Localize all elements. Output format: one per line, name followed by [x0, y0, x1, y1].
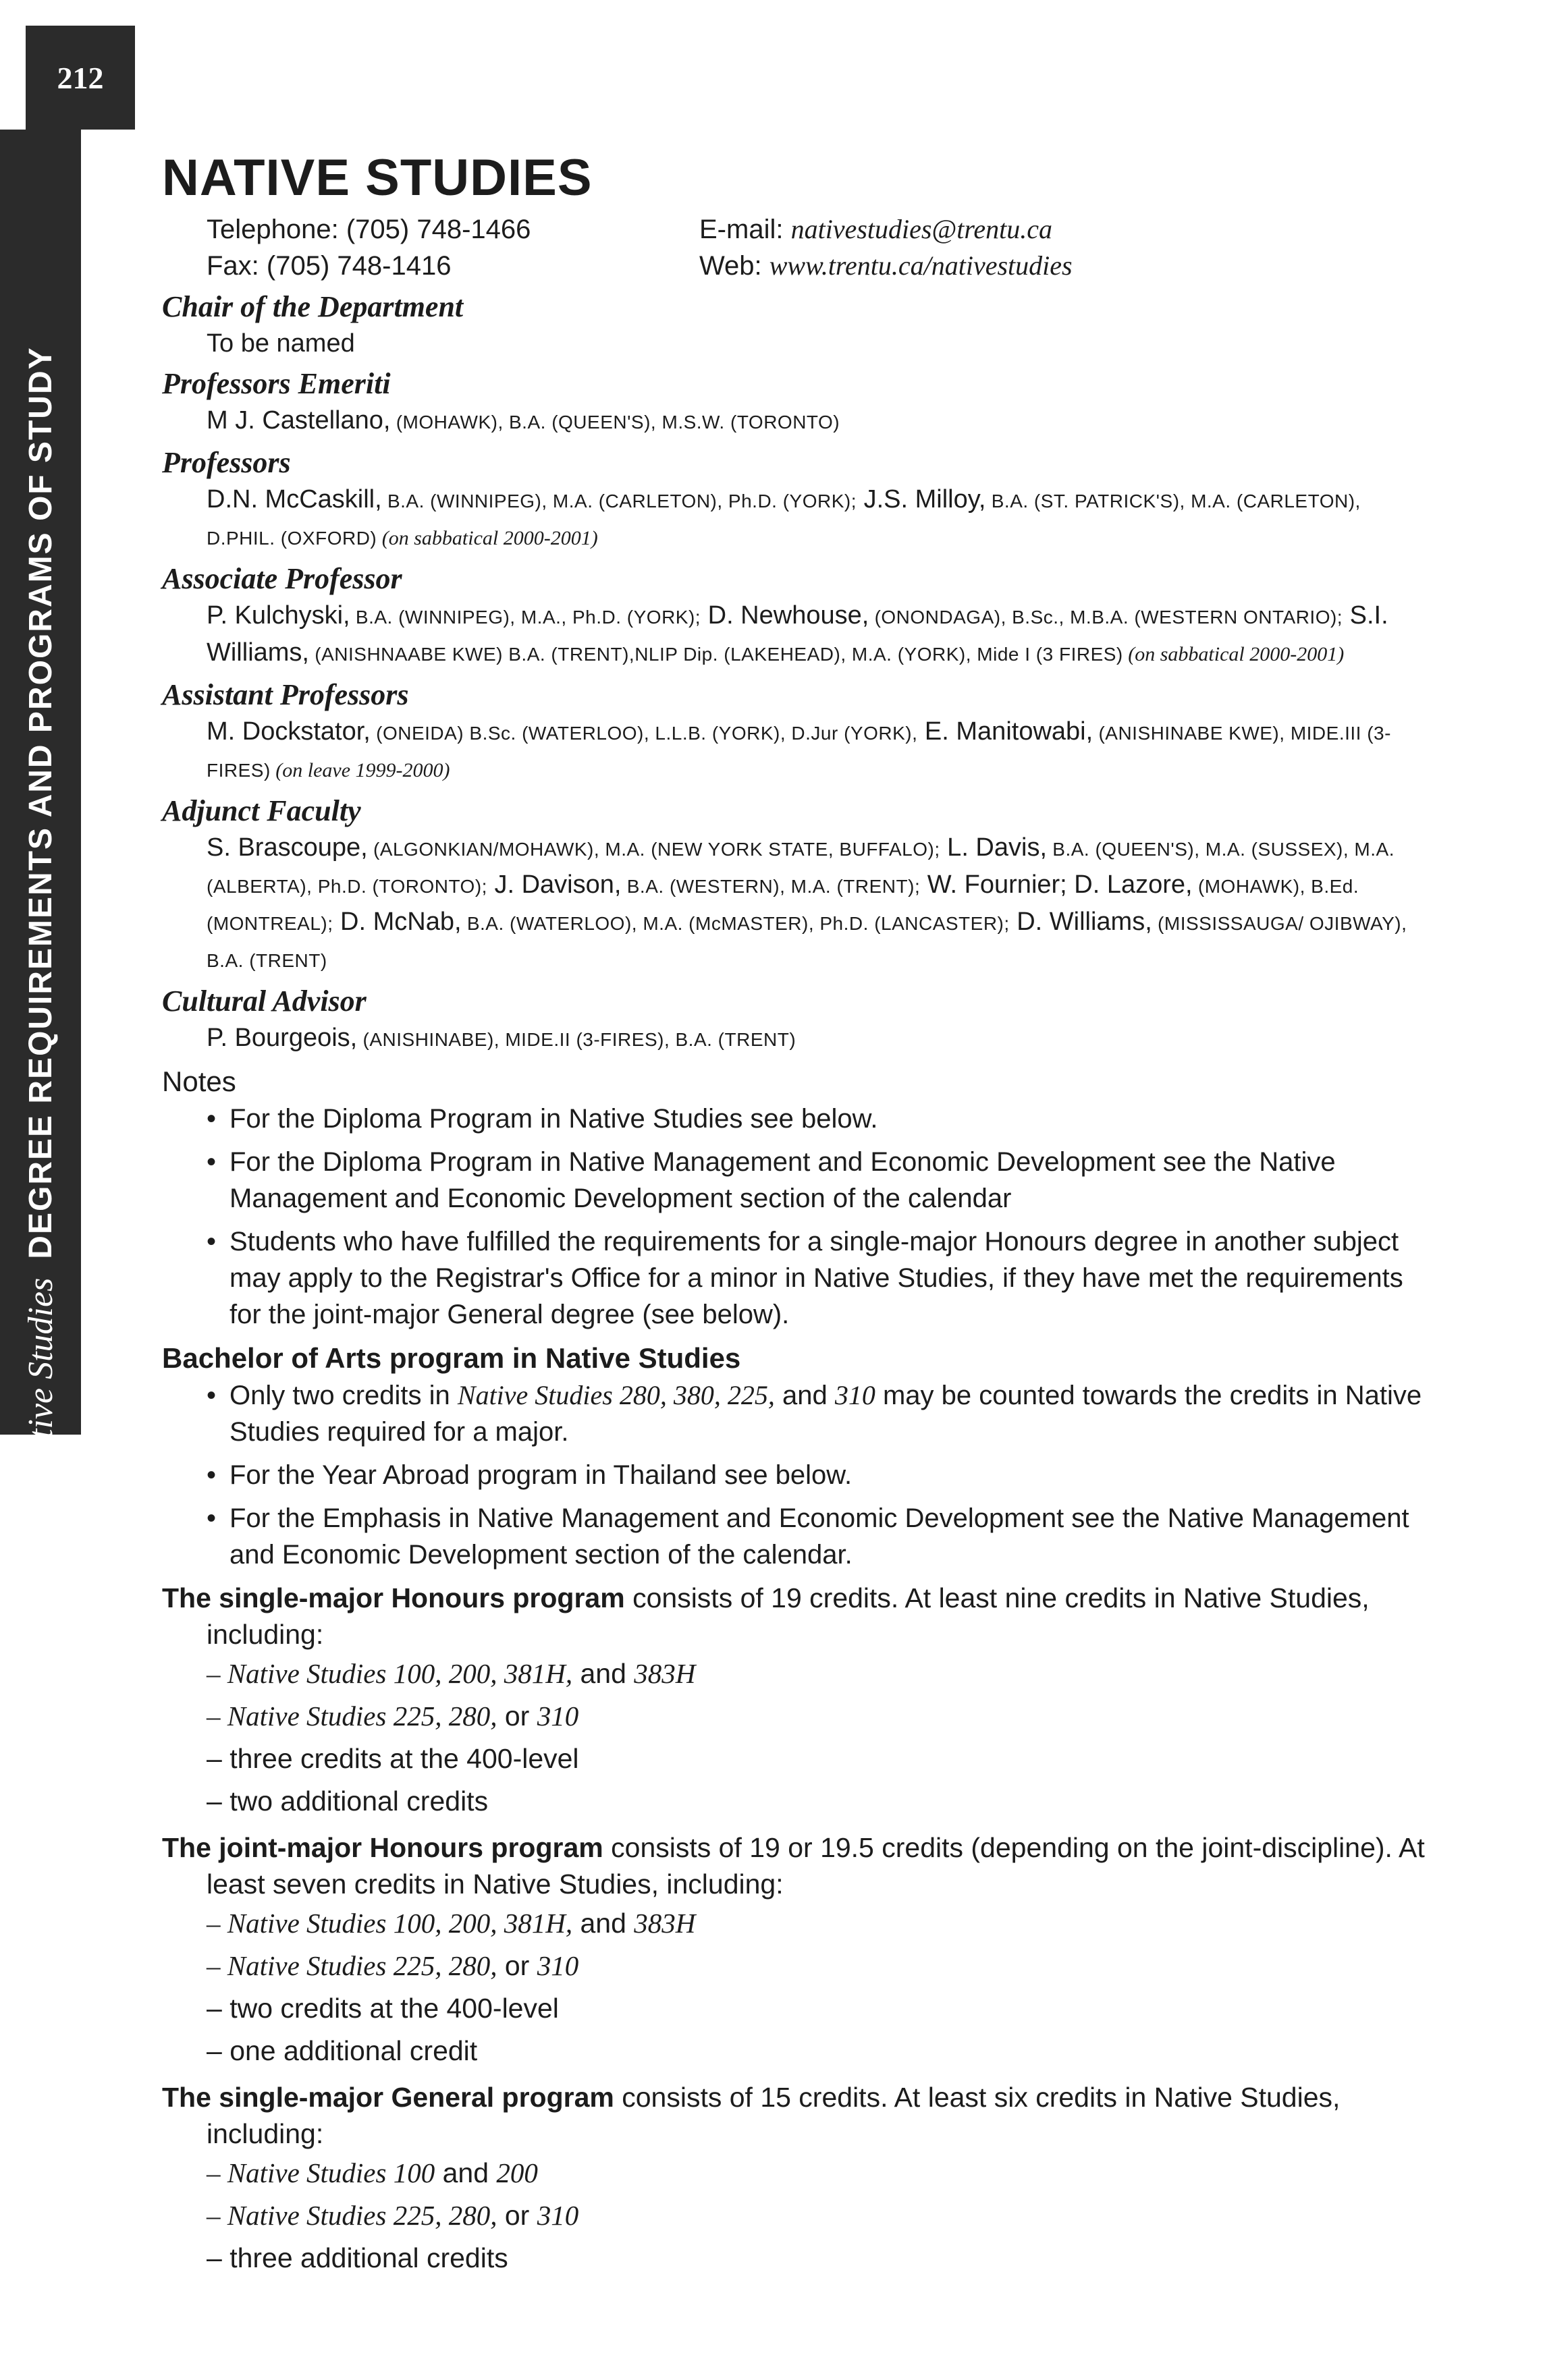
- web-label: Web:: [699, 251, 769, 281]
- text-run: and: [435, 2157, 497, 2188]
- course-ref: 310: [537, 1950, 579, 1981]
- ba-heading: Bachelor of Arts program in Native Studies: [162, 1342, 741, 1374]
- program-text: consists of 15 credits. At least six credits in Native Studies, including:: [207, 2082, 1341, 2149]
- person-name: J.S. Milloy,: [857, 485, 986, 514]
- person-name: J. Davison,: [487, 870, 622, 899]
- side-tab: [0, 130, 81, 1480]
- list-item: [207, 1500, 1431, 1573]
- text-run: Only two credits in: [229, 1381, 458, 1410]
- person-credentials: B.A. (WATERLOO), M.A. (McMASTER), Ph.D. (LANCASTER);: [461, 913, 1010, 934]
- contact-info: [162, 211, 1431, 284]
- web-line: [699, 248, 1073, 284]
- program-description: [162, 2079, 1431, 2152]
- list-item: [207, 1144, 1431, 1217]
- requirements-list: [162, 1653, 1431, 1823]
- page-title: NATIVE STUDIES: [162, 149, 593, 206]
- program-text: consists of 19 or 19.5 credits (depending on the joint-discipline). At least seven credits in Native Studies, including:: [207, 1832, 1425, 1900]
- professors-list: [162, 482, 1431, 556]
- person-name: M. Dockstator,: [207, 717, 371, 746]
- text-run: may be counted towards the credits in Native Studies required for a major.: [229, 1381, 1422, 1447]
- emeriti-list: [162, 403, 1431, 440]
- course-ref: – Native Studies 225, 280,: [207, 1950, 497, 1981]
- course-ref: 310: [537, 2200, 579, 2231]
- bullet-icon: •: [207, 1381, 217, 1410]
- program-description: [162, 1580, 1431, 1653]
- text-run: and: [774, 1381, 835, 1410]
- list-item: – two credits at the 400-level: [207, 1993, 559, 2024]
- chair-text: To be named: [207, 329, 355, 358]
- requirements-list: [162, 1902, 1431, 2072]
- person-credentials: (ONONDAGA), B.Sc., M.B.A. (WESTERN ONTARIO);: [869, 607, 1343, 628]
- single-general-program: [162, 2079, 1431, 2279]
- text-run: and: [572, 1658, 634, 1689]
- emeriti-heading: Professors Emeriti: [162, 367, 391, 400]
- note-text: For the Diploma Program in Native Studies see below.: [229, 1104, 878, 1134]
- joint-honours-program: [162, 1829, 1431, 2072]
- email-link[interactable]: nativestudies@trentu.ca: [790, 214, 1053, 244]
- single-honours-program: [162, 1580, 1431, 1823]
- person-credentials: (MOHAWK), B.A. (QUEEN'S), M.S.W. (TORONTO): [390, 412, 840, 433]
- text-run: or: [497, 1700, 537, 1732]
- person-credentials: (ANISHINABE KWE), MIDE.III (3-FIRES): [207, 723, 1391, 781]
- person-name: W. Fournier; D. Lazore,: [920, 870, 1193, 899]
- adjunct-heading: Adjunct Faculty: [162, 794, 361, 827]
- person-credentials: B.A. (ST. PATRICK'S), M.A. (CARLETON), D.PHIL. (OXFORD): [207, 491, 1361, 549]
- program-description: [162, 1829, 1431, 1902]
- notes-heading: Notes: [162, 1066, 236, 1097]
- telephone: Telephone: (705) 748-1466: [207, 215, 531, 244]
- note-text: For the Diploma Program in Native Management and Economic Development see the Native Management and Economic Development section of the calendar: [229, 1147, 1336, 1213]
- bullet-icon: •: [207, 1147, 217, 1177]
- list-item: – two additional credits: [207, 1786, 489, 1817]
- requirements-list: [162, 2152, 1431, 2279]
- list-item: – three additional credits: [207, 2242, 508, 2273]
- list-item: [207, 1223, 1431, 1333]
- person-name: L. Davis,: [940, 833, 1048, 862]
- side-tab-category: DEGREE REQUIREMENTS AND PROGRAMS OF STUDY: [22, 346, 59, 1259]
- list-item: [207, 1457, 1431, 1493]
- person-credentials: B.A. (WINNIPEG), M.A., Ph.D. (YORK);: [350, 607, 701, 628]
- program-lead: The single-major General program: [162, 2082, 614, 2113]
- email-line: [699, 211, 1073, 248]
- person-name: D.N. McCaskill,: [207, 485, 382, 514]
- text-run: and: [572, 1908, 634, 1939]
- person-name: E. Manitowabi,: [917, 717, 1093, 746]
- person-credentials: (ANISHNAABE KWE) B.A. (TRENT),NLIP Dip. (LAKEHEAD), M.A. (YORK), Mide I (3 FIRES): [308, 644, 1123, 665]
- side-tab-label: [17, 260, 64, 1566]
- notes-list: [162, 1101, 1431, 1333]
- bullet-icon: •: [207, 1104, 217, 1134]
- person-credentials: B.A. (WESTERN), M.A. (TRENT);: [621, 876, 921, 897]
- list-item: [207, 1377, 1431, 1450]
- list-item: [207, 2194, 1431, 2237]
- person-note: (on leave 1999-2000): [270, 759, 450, 781]
- associate-heading: Associate Professor: [162, 562, 402, 595]
- ba-list: [162, 1377, 1431, 1573]
- bullet-icon: •: [207, 1227, 217, 1256]
- person-credentials: (ONEIDA) B.Sc. (WATERLOO), L.L.B. (YORK), D.Jur (YORK),: [370, 723, 918, 744]
- professors-heading: Professors: [162, 446, 291, 479]
- program-text: consists of 19 credits. At least nine credits in Native Studies, including:: [207, 1582, 1370, 1650]
- person-name: P. Kulchyski,: [207, 601, 350, 630]
- person-credentials: B.A. (WINNIPEG), M.A. (CARLETON), Ph.D. (YORK);: [381, 491, 857, 511]
- text-run: or: [497, 2200, 537, 2231]
- chair-heading: Chair of the Department: [162, 290, 464, 323]
- person-name: S. Brascoupe,: [207, 833, 368, 862]
- course-ref: – Native Studies 100, 200, 381H,: [207, 1908, 573, 1939]
- person-name: D. Williams,: [1009, 908, 1152, 936]
- list-item: [207, 1101, 1431, 1137]
- person-name: M J. Castellano,: [207, 406, 391, 435]
- cultural-list: [162, 1020, 1431, 1057]
- course-ref: 310: [537, 1700, 579, 1732]
- person-credentials: B.A. (QUEEN'S), M.A. (SUSSEX), M.A. (ALBERTA), Ph.D. (TORONTO);: [207, 839, 1395, 897]
- person-note: (on sabbatical 2000-2001): [1123, 643, 1345, 665]
- list-item: [207, 2152, 1431, 2194]
- course-ref: – Native Studies 100, 200, 381H,: [207, 1658, 573, 1689]
- side-tab-section: Native Studies: [21, 1277, 60, 1480]
- bullet-icon: •: [207, 1460, 217, 1490]
- adjunct-list: [162, 830, 1431, 978]
- person-name: P. Bourgeois,: [207, 1024, 358, 1052]
- bullet-icon: •: [207, 1503, 217, 1533]
- person-credentials: (ALGONKIAN/MOHAWK), M.A. (NEW YORK STATE, BUFFALO);: [367, 839, 940, 860]
- course-ref: 383H: [634, 1658, 696, 1689]
- assistant-list: [162, 714, 1431, 788]
- note-text: Students who have fulfilled the requirements for a single-major Honours degree in another subject may apply to the Registrar's Office for a minor in Native Studies, if they have met the requirements for the joint-major General degree (see below).: [229, 1227, 1403, 1329]
- page-content: [162, 148, 1431, 2279]
- page-number: 212: [26, 26, 135, 130]
- course-ref: – Native Studies 225, 280,: [207, 2200, 497, 2231]
- list-item: [207, 1945, 1431, 1987]
- person-note: (on sabbatical 2000-2001): [377, 527, 598, 549]
- cultural-heading: Cultural Advisor: [162, 985, 367, 1018]
- person-name: D. McNab,: [333, 908, 462, 936]
- email-label: E-mail:: [699, 215, 791, 244]
- assistant-heading: Assistant Professors: [162, 678, 409, 711]
- associate-list: [162, 598, 1431, 672]
- course-ref: Native Studies 280, 380, 225,: [457, 1380, 775, 1410]
- program-lead: The joint-major Honours program: [162, 1832, 603, 1863]
- web-link[interactable]: www.trentu.ca/nativestudies: [769, 250, 1073, 281]
- list-item: – three credits at the 400-level: [207, 1743, 579, 1774]
- text-run: For the Year Abroad program in Thailand see below.: [229, 1460, 853, 1490]
- course-ref: 383H: [634, 1908, 696, 1939]
- person-credentials: (ANISHINABE), MIDE.II (3-FIRES), B.A. (TRENT): [357, 1029, 796, 1050]
- list-item: [207, 1902, 1431, 1945]
- course-ref: 200: [496, 2157, 538, 2188]
- text-run: For the Emphasis in Native Management and Economic Development see the Native Management and Economic Development section of the calendar.: [229, 1503, 1409, 1570]
- person-name: S.I. Williams,: [207, 601, 1388, 667]
- person-credentials: (MISSISSAUGA/ OJIBWAY), B.A. (TRENT): [207, 913, 1407, 971]
- text-run: or: [497, 1950, 537, 1981]
- person-name: D. Newhouse,: [701, 601, 869, 630]
- course-ref: – Native Studies 100: [207, 2157, 435, 2188]
- list-item: [207, 1695, 1431, 1738]
- person-credentials: (MOHAWK), B.Ed. (MONTREAL);: [207, 876, 1359, 934]
- fax: Fax: (705) 748-1416: [207, 251, 452, 281]
- program-lead: The single-major Honours program: [162, 1582, 625, 1613]
- list-item: – one additional credit: [207, 2035, 478, 2066]
- course-ref: – Native Studies 225, 280,: [207, 1700, 497, 1732]
- list-item: [207, 1653, 1431, 1695]
- course-ref: 310: [834, 1380, 875, 1410]
